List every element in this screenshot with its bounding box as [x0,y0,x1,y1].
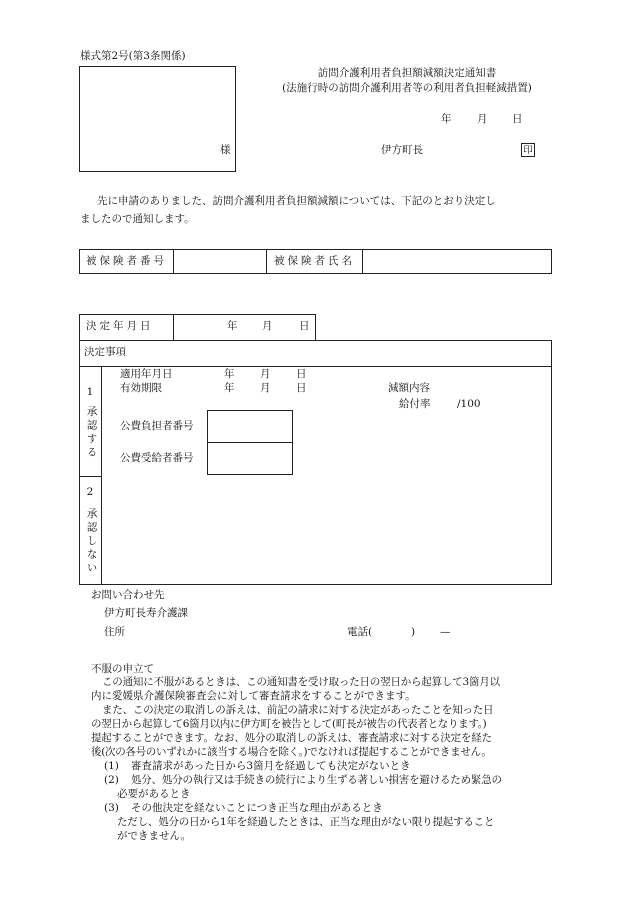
title-sub: (法施行時の訪問介護利用者等の利用者負担軽減措置) [282,82,532,94]
decision-date-label: 決定年月日 [86,320,154,332]
intro-line-1: 先に申請のありました、訪問介護利用者負担額減額については、下記のとおり決定し [97,195,496,207]
valid-until-day: 日 [296,382,307,394]
reject-number: 2 [86,486,94,498]
appeal-item-2a: 処分、処分の執行又は手続きの続行により生ずる著しい損害を避けるため緊急の [131,774,502,786]
public-recipient-label: 公費受給者番号 [120,452,194,464]
contact-address-label: 住所 [104,626,125,638]
apply-date-day: 日 [296,368,307,380]
public-payer-field [207,410,293,443]
reduction-label: 減額内容 [388,382,430,394]
appeal-item-3-number: (3) [104,802,119,814]
valid-until-month: 月 [260,382,271,394]
apply-date-label: 適用年月日 [120,368,173,380]
contact-dept: 伊方町長寿介護課 [104,607,188,619]
date-month: 月 [477,113,488,125]
insured-number-label: 被保険者番号 [86,255,167,267]
appeal-item-2-number: (2) [104,774,119,786]
contact-heading: お問い合わせ先 [91,589,165,601]
rate-label: 給付率 [399,398,431,410]
addressee-suffix: 様 [220,144,231,156]
appeal-item-1: 審査請求があった日から3箇月を経過しても決定がないとき [131,760,411,772]
appeal-p2b: の翌日から起算して6箇月以内に伊方町を被告として(町長が被告の代表者となります。) [91,718,487,730]
decision-date-day: 日 [299,320,310,332]
seal-mark: 印 [521,143,535,157]
date-year: 年 [441,113,452,125]
decision-matters-label: 決定事項 [84,346,126,358]
appeal-heading: 不服の申立て [91,663,154,675]
title-main: 訪問介護利用者負担額減額決定通知書 [317,67,497,79]
form-number: 様式第2号(第3条関係) [80,50,186,62]
rate-suffix: /100 [457,398,481,410]
appeal-p1b: 内に愛媛県介護保険審査会に対して審査請求をすることができます。 [91,690,416,702]
appeal-p2d: 後(次の各号のいずれかに該当する場合を除く。)でなければ提起することができません。 [91,746,492,758]
appeal-p2a: また、この決定の取消しの訴えは、前記の請求に対する決定があったことを知った日 [102,704,494,716]
valid-until-year: 年 [224,382,235,394]
insured-name-label: 被保険者氏名 [274,255,355,267]
contact-phone-dash: — [440,626,451,638]
public-recipient-field [207,442,293,475]
intro-line-2: ましたので通知します。 [80,213,195,225]
appeal-item-3: その他決定を経ないことにつき正当な理由があるとき [131,802,383,814]
addressee-box [79,66,236,172]
appeal-item-1-number: (1) [104,760,119,772]
apply-date-year: 年 [224,368,235,380]
decision-date-year: 年 [227,320,238,332]
appeal-item-2b: 必要があるとき [117,788,191,800]
appeal-p2c: 提起することができます。なお、処分の取消しの訴えは、審査請求に対する決定を経た [91,732,492,744]
contact-phone-close: ) [411,626,416,638]
contact-phone-label: 電話( [347,626,373,638]
date-day: 日 [512,113,523,125]
apply-date-month: 月 [260,368,271,380]
reject-label: 承認しない [85,508,98,576]
appeal-p1a: この通知に不服があるときは、この通知書を受け取った日の翌日から起算して3箇月以 [102,676,500,688]
issuer: 伊方町長 [381,144,423,156]
appeal-item-3-note-b: ができません。 [117,830,192,842]
approve-label: 承認する [85,406,98,460]
decision-date-month: 月 [262,320,273,332]
public-payer-label: 公費負担者番号 [120,420,194,432]
appeal-item-3-note-a: ただし、処分の日から1年を経過したときは、正当な理由がない限り提起すること [117,816,495,828]
approve-number: 1 [86,386,94,398]
valid-until-label: 有効期限 [120,382,162,394]
